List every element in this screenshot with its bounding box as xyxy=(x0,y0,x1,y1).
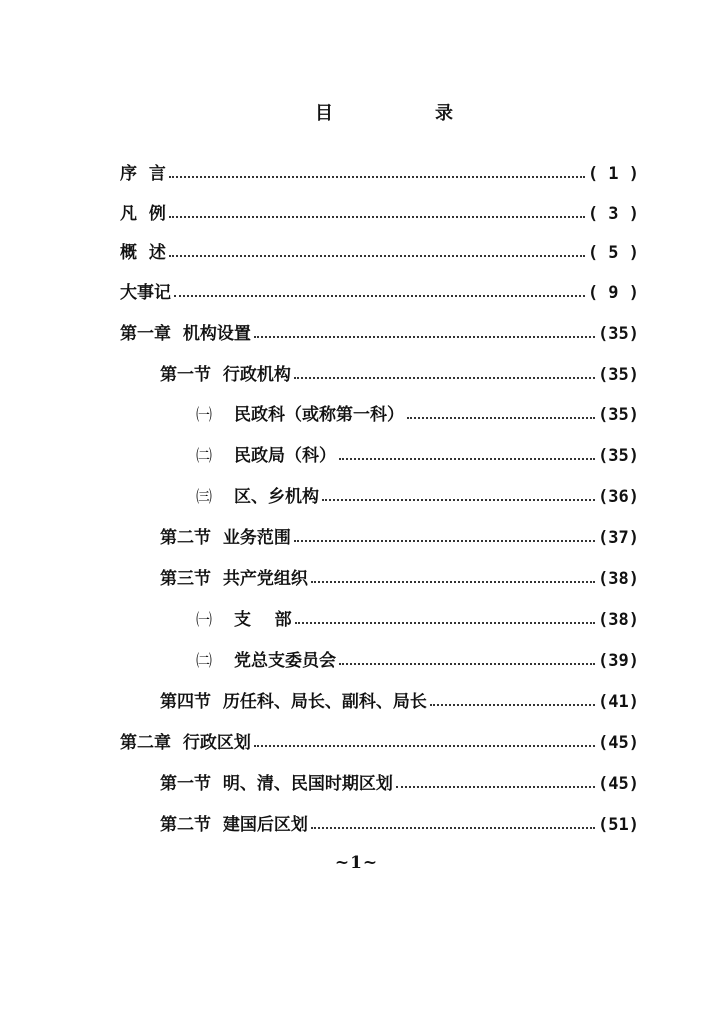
toc-entry-section-1-1[interactable] xyxy=(160,361,639,389)
dot-leader xyxy=(311,827,595,829)
toc-entry-preface[interactable] xyxy=(120,160,639,188)
toc-entry-notes[interactable] xyxy=(120,200,639,228)
entry-label: 民政科（或称第一科） xyxy=(234,405,404,425)
toc-entry-section-1-2[interactable] xyxy=(160,524,639,552)
dot-leader xyxy=(430,704,595,706)
entry-label: 民政局（科） xyxy=(234,446,336,466)
entry-page-number: (45) xyxy=(598,733,639,753)
toc-entry-overview[interactable] xyxy=(120,239,639,267)
entry-label: 支 部 xyxy=(234,610,292,630)
dot-leader xyxy=(169,176,585,178)
dot-leader xyxy=(174,295,585,297)
entry-marker: ㈡ xyxy=(196,651,213,670)
dot-leader xyxy=(396,786,595,788)
entry-label: 第二节 建国后区划 xyxy=(160,815,308,835)
dot-leader xyxy=(254,336,595,338)
toc-entry-subsection-1-1-2[interactable] xyxy=(196,442,639,470)
page-number-footer: ~1~ xyxy=(334,853,379,873)
dot-leader xyxy=(339,663,595,665)
dot-leader xyxy=(322,499,595,501)
entry-page-number: ( 3 ) xyxy=(587,204,639,224)
dot-leader xyxy=(169,216,585,218)
dot-leader xyxy=(407,417,595,419)
toc-entry-section-1-4[interactable] xyxy=(160,688,639,716)
title-char-lu: 录 xyxy=(435,103,453,124)
entry-page-number: (38) xyxy=(598,569,639,589)
entry-label: 第三节 共产党组织 xyxy=(160,569,308,589)
dot-leader xyxy=(294,377,595,379)
entry-label: 大事记 xyxy=(120,283,171,303)
entry-page-number: (35) xyxy=(598,365,639,385)
toc-entry-chapter-1[interactable] xyxy=(120,320,639,348)
toc-entry-subsection-1-3-2[interactable] xyxy=(196,647,639,675)
entry-page-number: ( 9 ) xyxy=(587,283,639,303)
entry-page-number: (41) xyxy=(598,692,639,712)
entry-label: 第二章 行政区划 xyxy=(120,733,251,753)
entry-label: 党总支委员会 xyxy=(234,651,336,671)
entry-label: 概 述 xyxy=(120,243,166,263)
entry-page-number: (38) xyxy=(598,610,639,630)
toc-entry-section-2-1[interactable] xyxy=(160,770,639,798)
entry-label: 第一节 明、清、民国时期区划 xyxy=(160,774,393,794)
toc-entry-chronicle[interactable] xyxy=(120,279,639,307)
dot-leader xyxy=(294,540,595,542)
entry-marker: ㈠ xyxy=(196,610,213,629)
toc-entry-subsection-1-1-3[interactable] xyxy=(196,483,639,511)
toc-entry-section-2-2[interactable] xyxy=(160,811,639,839)
title-char-mu: 目 xyxy=(315,103,333,124)
entry-page-number: (36) xyxy=(598,487,639,507)
entry-label: 第一章 机构设置 xyxy=(120,324,251,344)
toc-entry-section-1-3[interactable] xyxy=(160,565,639,593)
dot-leader xyxy=(169,255,585,257)
entry-label: 第四节 历任科、局长、副科、局长 xyxy=(160,692,427,712)
entry-label: 凡 例 xyxy=(120,204,166,224)
entry-marker: ㈢ xyxy=(196,487,213,506)
dot-leader xyxy=(339,458,595,460)
toc-entry-subsection-1-3-1[interactable] xyxy=(196,606,639,634)
entry-page-number: ( 1 ) xyxy=(587,164,639,184)
dot-leader xyxy=(254,745,595,747)
entry-page-number: (35) xyxy=(598,324,639,344)
toc-entry-chapter-2[interactable] xyxy=(120,729,639,757)
entry-page-number: (37) xyxy=(598,528,639,548)
entry-label: 序 言 xyxy=(120,164,166,184)
entry-page-number: (39) xyxy=(598,651,639,671)
entry-marker: ㈠ xyxy=(196,405,213,424)
toc-entry-subsection-1-1-1[interactable] xyxy=(196,401,639,429)
entry-label: 区、乡机构 xyxy=(234,487,319,507)
entry-page-number: (45) xyxy=(598,774,639,794)
entry-label: 第一节 行政机构 xyxy=(160,365,291,385)
entry-page-number: (35) xyxy=(598,446,639,466)
entry-page-number: (51) xyxy=(598,815,639,835)
entry-marker: ㈡ xyxy=(196,446,213,465)
entry-page-number: ( 5 ) xyxy=(587,243,639,263)
entry-label: 第二节 业务范围 xyxy=(160,528,291,548)
dot-leader xyxy=(295,622,595,624)
entry-page-number: (35) xyxy=(598,405,639,425)
dot-leader xyxy=(311,581,595,583)
